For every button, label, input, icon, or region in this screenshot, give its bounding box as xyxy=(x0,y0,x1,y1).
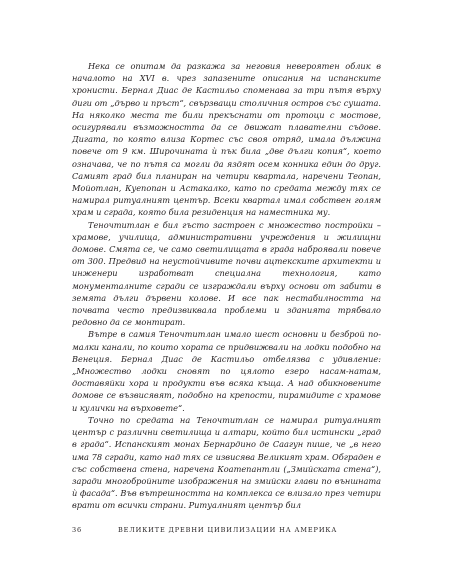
running-title: ВЕЛИКИТЕ ДРЕВНИ ЦИВИЛИЗАЦИИ НА АМЕРИКА xyxy=(118,526,338,534)
paragraph: Точно по средата на Теночтитлан се намирал ритуалният център с различни светилища и алтари, който бил истински „град в града“. Испанският монах Бернардино де Саагун пише, че „в него има 78 сгради, като над тях се извисява Великият храм. Обграден е със собствена стена, наречена Коатепантли („Змийската стена“), заради многобройните изображения на змийски глави по външната ѝ фасада“. Във вътрешността на комплекса се влизало през четири врати от всички страни. Ритуалният център бил xyxy=(72,414,381,511)
paragraph: Теночтитлан е бил гъсто застроен с множество постройки – храмове, училища, административни учреждения и жилищни домове. Смята се, че само светилищата в града наброявали повече от 300. Предвид на неустойчивите почви ацтекските архитекти и инженери изработват специална технология, като монументалните сгради се изграждали върху основи от забити в земята дълги дървени колове. И все пак нестабилността на почвата често предизвиквала проблеми и зданията трябвало редовно да се монтират. xyxy=(72,219,381,328)
page-number: 36 xyxy=(72,526,83,534)
paragraph: Вътре в самия Теночтитлан имало шест основни и безброй по-малки канали, по които хората се придвижвали на лодки подобно на Венеция. Бернал Диас де Кастильо отбелязва с удивление: „Множество лодки сновят по цялото езеро насам-натам, доставяйки хора и продукти във всяка къща. А над обикновените домове се възвисявят, подобно на крепости, пирамидите с храмове и кулички на върховете“. xyxy=(72,329,381,413)
paragraph: Нека се опитам да разкажа за неговия невероятен облик в началото на XVI в. чрез запазените описания на испанските хронисти. Бернал Диас де Кастильо споменава за три пътя върху диги от „дърво и пръст“, свързващи столичния остров със сушата. На няколко места те били прекъснати от протоци с мостове, осигурявали възможността да се движат плавателни съдове. Дигата, по която влиза Кортес със своя отряд, имала дължина повече от 9 км. Широчината ѝ пък била „две дълги копия“, което означава, че по пътя са могли да яздят осем конника един до друг. Самият град бил планиран на четири квартала, наречени Теопан, Мойотлан, Куепопан и Астакалко, като по средата между тях се намирал ритуалният център. Всеки квартал имал собствен голям храм и сграда, която била резиденция на наместника му. xyxy=(72,61,381,218)
body-text xyxy=(72,60,381,512)
